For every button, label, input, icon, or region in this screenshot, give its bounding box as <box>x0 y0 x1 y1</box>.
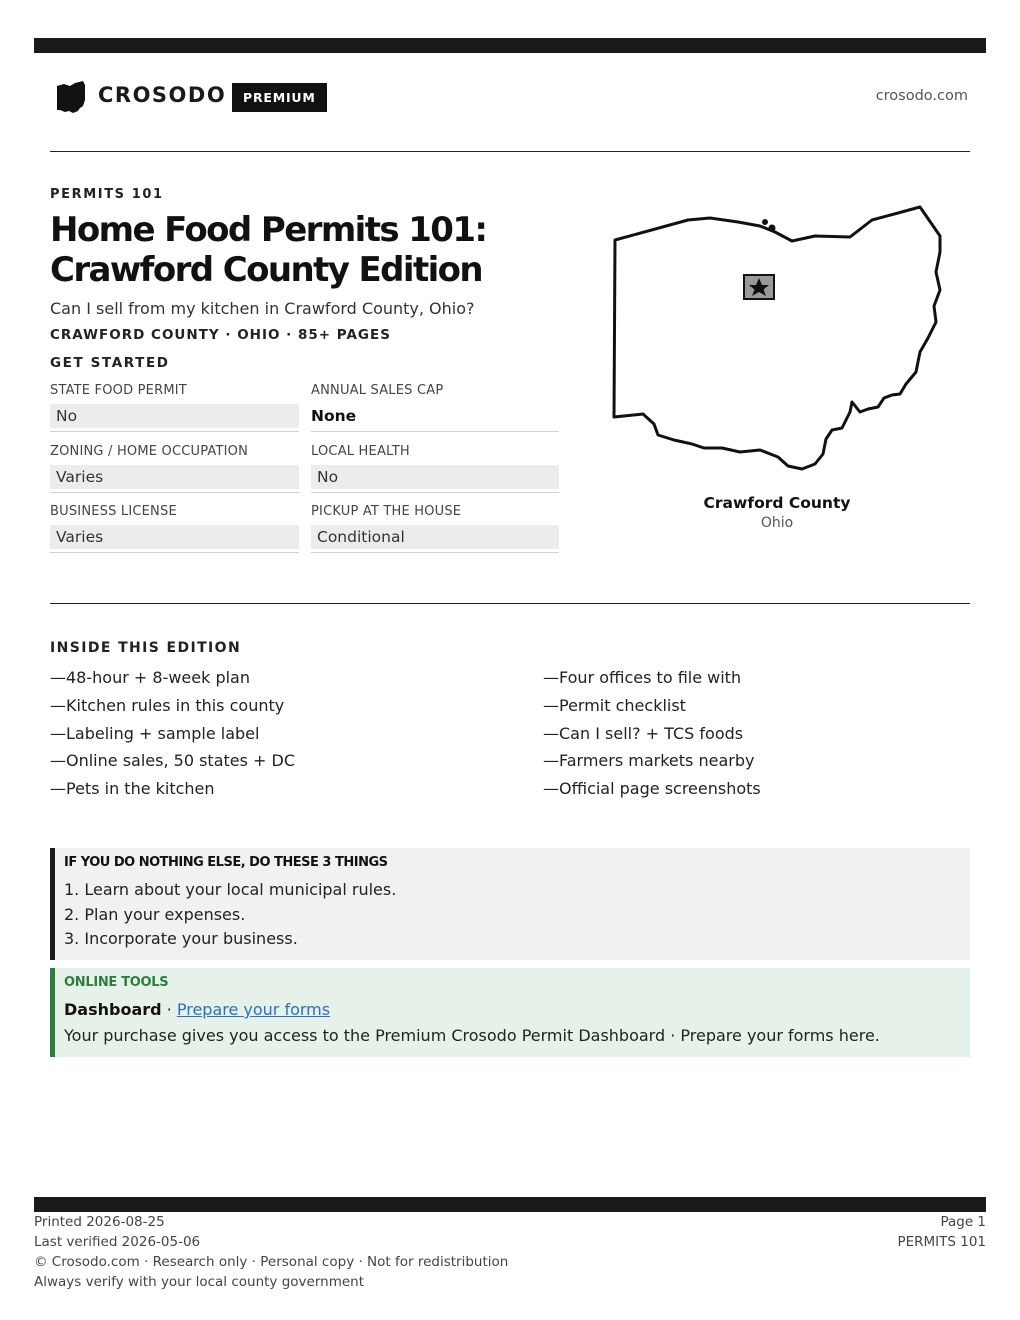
footer-section: PERMITS 101 <box>897 1234 986 1250</box>
verified-date: Last verified 2026-05-06 <box>34 1234 201 1250</box>
site-url[interactable]: crosodo.com <box>875 88 968 104</box>
dashboard-label: Dashboard <box>64 1000 162 1019</box>
field-value: Varies <box>50 465 299 489</box>
page-subtitle: Can I sell from my kitchen in Crawford County, Ohio? <box>50 299 475 318</box>
field-label: STATE FOOD PERMIT <box>50 383 187 398</box>
copyright: © Crosodo.com · Research only · Personal copy · Not for redistribution <box>34 1254 509 1270</box>
map-county-label: Crawford County <box>703 494 851 512</box>
field-value: No <box>50 404 299 428</box>
printed-date: Printed 2026-08-25 <box>34 1214 165 1230</box>
footer-left <box>34 1212 508 1292</box>
list-item: —Can I sell? + TCS foods <box>543 723 744 743</box>
section-divider <box>50 603 970 604</box>
field-annual-sales-cap <box>311 382 559 432</box>
footer-bar <box>34 1197 986 1212</box>
title-line-2: Crawford County Edition <box>50 250 483 290</box>
section-kicker: PERMITS 101 <box>50 187 164 202</box>
field-pickup <box>311 503 559 553</box>
list-item: —Pets in the kitchen <box>50 779 215 799</box>
field-zoning <box>50 443 299 493</box>
separator: · <box>161 1000 177 1019</box>
ohio-outline <box>614 207 940 469</box>
toc-right <box>543 664 761 803</box>
brand-name: CROSODO <box>98 83 227 107</box>
step-item: 3. Incorporate your business. <box>64 929 298 948</box>
star-icon <box>744 275 774 299</box>
list-item: —48-hour + 8-week plan <box>50 668 250 687</box>
three-things-callout <box>50 848 970 960</box>
online-tools-callout <box>50 968 970 1057</box>
disclaimer: Always verify with your local county government <box>34 1274 364 1290</box>
inside-heading: INSIDE THIS EDITION <box>50 640 242 656</box>
field-local-health <box>311 443 559 493</box>
field-label: PICKUP AT THE HOUSE <box>311 504 462 519</box>
field-state-food-permit <box>50 382 299 432</box>
footer-right <box>897 1212 986 1252</box>
ohio-map <box>610 202 946 474</box>
step-item: 1. Learn about your local municipal rules. <box>64 880 397 899</box>
tools-description: Your purchase gives you access to the Premium Crosodo Permit Dashboard · Prepare your forms here. <box>64 1026 880 1045</box>
page-title <box>50 210 610 290</box>
premium-badge: PREMIUM <box>232 83 327 112</box>
page-number: Page 1 <box>940 1214 986 1230</box>
field-value: No <box>311 465 559 489</box>
callout-heading: IF YOU DO NOTHING ELSE, DO THESE 3 THINGS <box>64 855 388 870</box>
field-label: LOCAL HEALTH <box>311 444 410 459</box>
step-item: 2. Plan your expenses. <box>64 904 246 924</box>
list-item: —Online sales, 50 states + DC <box>50 751 296 771</box>
list-item: —Four offices to file with <box>543 668 742 687</box>
top-bar <box>34 38 986 53</box>
tools-line <box>64 1000 330 1019</box>
field-value: Conditional <box>311 525 559 549</box>
ohio-state-icon <box>56 80 86 114</box>
list-item: —Kitchen rules in this county <box>50 695 285 715</box>
prepare-forms-link[interactable]: Prepare your forms <box>176 1000 331 1019</box>
field-label: ZONING / HOME OCCUPATION <box>50 444 249 459</box>
field-value: None <box>311 404 559 432</box>
tools-heading: ONLINE TOOLS <box>64 975 169 990</box>
field-business-license <box>50 503 299 553</box>
map-state-label: Ohio <box>760 515 794 531</box>
field-label: ANNUAL SALES CAP <box>311 383 444 398</box>
steps-list <box>64 878 396 952</box>
header-divider <box>50 151 970 152</box>
toc-left <box>50 664 295 803</box>
list-item: —Farmers markets nearby <box>543 751 755 771</box>
list-item: —Official page screenshots <box>543 779 761 799</box>
title-line-1: Home Food Permits 101: <box>50 210 487 250</box>
list-item: —Permit checklist <box>543 695 686 715</box>
edition-meta: CRAWFORD COUNTY · OHIO · 85+ PAGES <box>50 327 391 343</box>
get-started-heading: GET STARTED <box>50 355 170 371</box>
field-value: Varies <box>50 525 299 549</box>
list-item: —Labeling + sample label <box>50 723 260 743</box>
field-label: BUSINESS LICENSE <box>50 504 177 519</box>
